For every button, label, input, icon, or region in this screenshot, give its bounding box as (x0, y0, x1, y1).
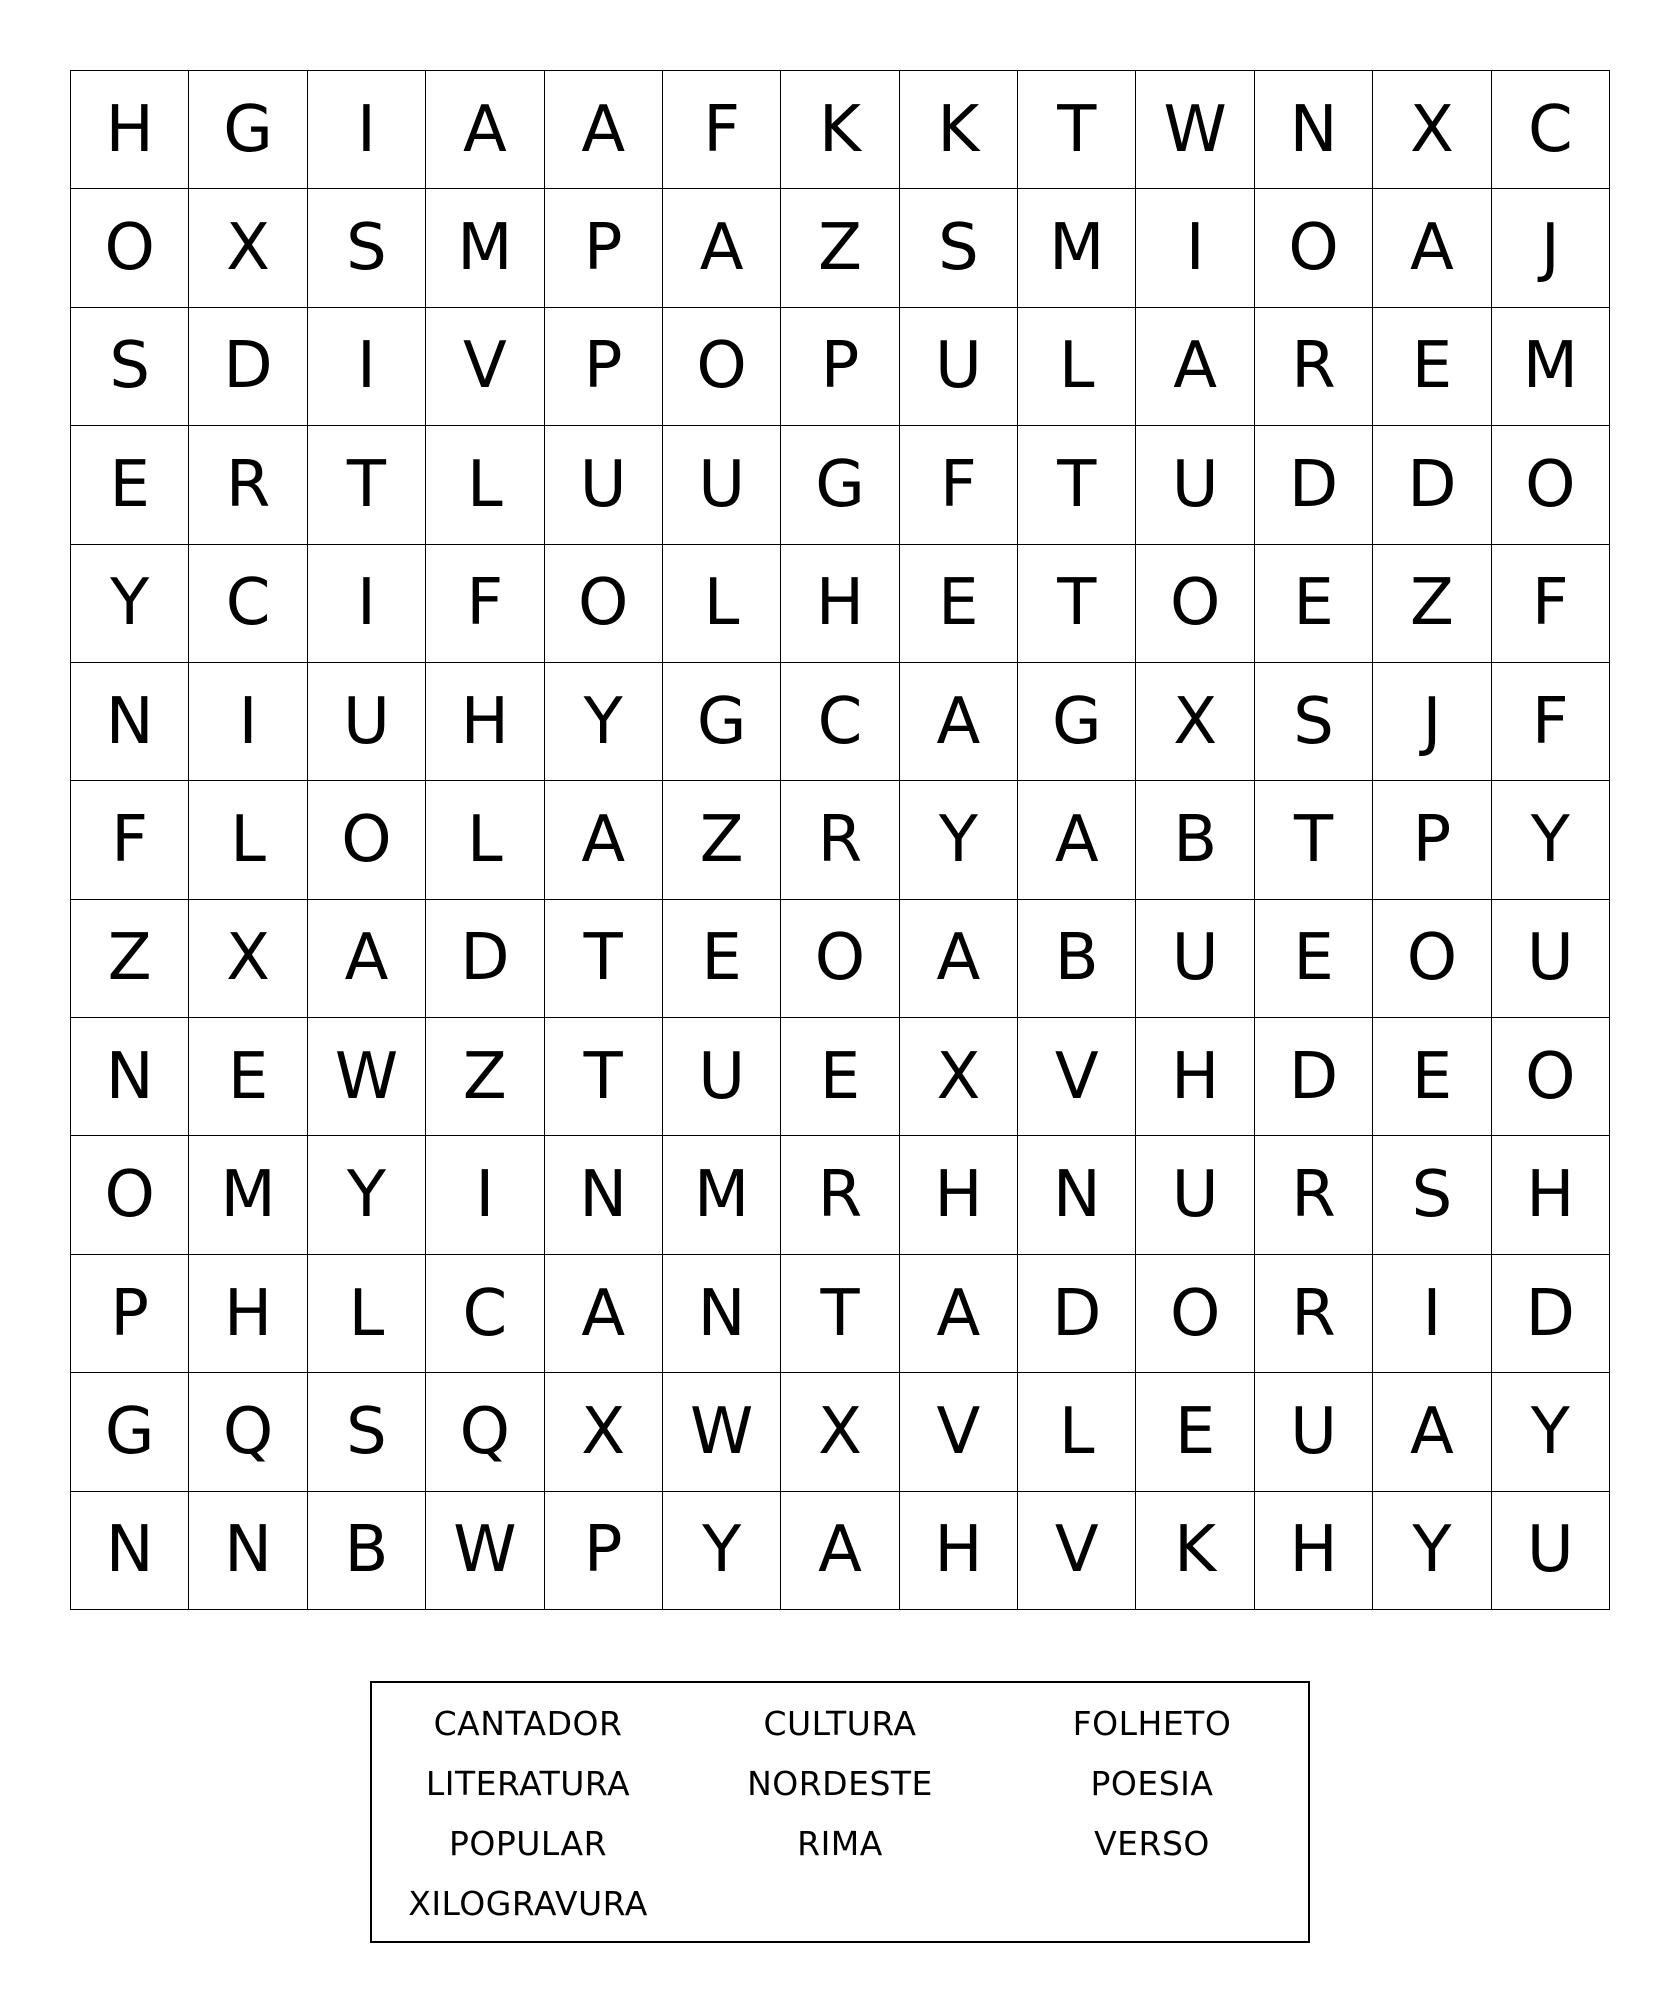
grid-cell[interactable]: O (71, 189, 189, 307)
grid-cell[interactable]: U (1492, 1492, 1610, 1610)
grid-cell[interactable]: N (663, 1255, 781, 1373)
grid-cell[interactable]: P (1373, 781, 1491, 899)
grid-cell[interactable]: A (663, 189, 781, 307)
grid-cell[interactable]: Z (71, 900, 189, 1018)
grid-cell[interactable]: Z (663, 781, 781, 899)
grid-cell[interactable]: G (71, 1373, 189, 1491)
grid-cell[interactable]: U (308, 663, 426, 781)
grid-cell[interactable]: G (189, 71, 307, 189)
grid-cell[interactable]: T (781, 1255, 899, 1373)
grid-cell[interactable]: U (545, 426, 663, 544)
grid-cell[interactable]: Y (900, 781, 1018, 899)
grid-cell[interactable]: E (1373, 308, 1491, 426)
grid-cell[interactable]: T (1018, 545, 1136, 663)
grid-cell[interactable]: Y (1373, 1492, 1491, 1610)
grid-cell[interactable]: A (545, 781, 663, 899)
grid-cell[interactable]: U (1492, 900, 1610, 1018)
word-list-item: VERSO (1094, 1823, 1210, 1863)
grid-cell[interactable]: M (426, 189, 544, 307)
grid-cell[interactable]: K (781, 71, 899, 189)
grid-cell[interactable]: Q (426, 1373, 544, 1491)
grid-cell[interactable]: N (71, 1018, 189, 1136)
word-list-item: FOLHETO (1072, 1703, 1232, 1743)
grid-cell[interactable]: Z (1373, 545, 1491, 663)
grid-cell[interactable]: S (308, 1373, 426, 1491)
grid-cell[interactable]: E (900, 545, 1018, 663)
word-list (370, 1681, 1310, 1943)
grid-cell[interactable]: R (1255, 308, 1373, 426)
grid-cell[interactable]: T (1255, 781, 1373, 899)
grid-cell[interactable]: I (308, 71, 426, 189)
word-list-item: RIMA (797, 1823, 883, 1863)
grid-cell[interactable]: A (308, 900, 426, 1018)
grid-cell[interactable]: P (545, 1492, 663, 1610)
grid-cell[interactable]: A (545, 71, 663, 189)
grid-cell[interactable]: O (71, 1136, 189, 1254)
grid-cell[interactable]: B (308, 1492, 426, 1610)
grid-cell[interactable]: K (900, 71, 1018, 189)
grid-cell[interactable]: D (189, 308, 307, 426)
grid-cell[interactable]: R (189, 426, 307, 544)
grid-cell[interactable]: O (1136, 1255, 1254, 1373)
grid-cell[interactable]: M (1018, 189, 1136, 307)
grid-cell[interactable]: R (781, 1136, 899, 1254)
grid-cell[interactable]: E (1255, 900, 1373, 1018)
grid-cell[interactable]: V (426, 308, 544, 426)
grid-cell[interactable]: W (308, 1018, 426, 1136)
grid-cell[interactable]: N (189, 1492, 307, 1610)
grid-cell[interactable]: F (1492, 663, 1610, 781)
grid-cell[interactable]: U (1136, 426, 1254, 544)
grid-cell[interactable]: X (189, 900, 307, 1018)
grid-cell[interactable]: O (1492, 426, 1610, 544)
grid-cell[interactable]: E (71, 426, 189, 544)
grid-cell[interactable]: T (1018, 426, 1136, 544)
grid-cell[interactable]: A (426, 71, 544, 189)
grid-cell[interactable]: L (189, 781, 307, 899)
grid-cell[interactable]: Y (71, 545, 189, 663)
grid-cell[interactable]: O (663, 308, 781, 426)
grid-cell[interactable]: I (1373, 1255, 1491, 1373)
grid-cell[interactable]: A (545, 1255, 663, 1373)
grid-cell[interactable]: A (781, 1492, 899, 1610)
grid-cell[interactable]: K (1136, 1492, 1254, 1610)
grid-cell[interactable]: O (1492, 1018, 1610, 1136)
grid-cell[interactable]: M (189, 1136, 307, 1254)
grid-cell[interactable]: L (1018, 308, 1136, 426)
grid-cell[interactable]: I (308, 308, 426, 426)
grid-cell[interactable]: H (900, 1136, 1018, 1254)
grid-cell[interactable]: A (1136, 308, 1254, 426)
grid-cell[interactable]: S (1373, 1136, 1491, 1254)
grid-cell[interactable]: A (1018, 781, 1136, 899)
grid-cell[interactable]: B (1136, 781, 1254, 899)
grid-cell[interactable]: X (781, 1373, 899, 1491)
grid-cell[interactable]: C (426, 1255, 544, 1373)
grid-cell[interactable]: D (1255, 1018, 1373, 1136)
grid-cell[interactable]: Z (781, 189, 899, 307)
grid-cell[interactable]: Y (1492, 1373, 1610, 1491)
grid-cell[interactable]: O (1136, 545, 1254, 663)
grid-cell[interactable]: P (545, 189, 663, 307)
grid-cell[interactable]: C (781, 663, 899, 781)
grid-cell[interactable]: W (426, 1492, 544, 1610)
grid-cell[interactable]: Y (1492, 781, 1610, 899)
grid-cell[interactable]: P (71, 1255, 189, 1373)
grid-cell[interactable]: F (71, 781, 189, 899)
grid-cell[interactable]: X (189, 189, 307, 307)
grid-cell[interactable]: I (308, 545, 426, 663)
grid-cell[interactable]: L (426, 426, 544, 544)
grid-cell[interactable]: T (545, 1018, 663, 1136)
grid-cell[interactable]: E (1373, 1018, 1491, 1136)
grid-cell[interactable]: W (1136, 71, 1254, 189)
word-list-item: LITERATURA (425, 1763, 631, 1803)
word-list-item: CULTURA (763, 1703, 917, 1743)
grid-cell[interactable]: N (1018, 1136, 1136, 1254)
grid-cell[interactable]: B (1018, 900, 1136, 1018)
grid-cell[interactable]: S (1255, 663, 1373, 781)
grid-cell[interactable]: H (189, 1255, 307, 1373)
grid-cell[interactable]: F (663, 71, 781, 189)
grid-cell[interactable]: U (1136, 1136, 1254, 1254)
grid-cell[interactable]: A (900, 900, 1018, 1018)
grid-cell[interactable]: C (1492, 71, 1610, 189)
grid-cell[interactable]: A (900, 1255, 1018, 1373)
grid-cell[interactable]: H (1136, 1018, 1254, 1136)
grid-cell[interactable]: S (308, 189, 426, 307)
grid-cell[interactable]: U (1136, 900, 1254, 1018)
grid-cell[interactable]: Q (189, 1373, 307, 1491)
grid-cell[interactable]: X (1373, 71, 1491, 189)
grid-cell[interactable]: D (426, 900, 544, 1018)
grid-cell[interactable]: H (781, 545, 899, 663)
grid-cell[interactable]: T (545, 900, 663, 1018)
grid-cell[interactable]: I (426, 1136, 544, 1254)
grid-cell[interactable]: E (781, 1018, 899, 1136)
grid-cell[interactable]: D (1492, 1255, 1610, 1373)
grid-cell[interactable]: H (1492, 1136, 1610, 1254)
grid-cell[interactable]: U (1255, 1373, 1373, 1491)
grid-cell[interactable]: P (781, 308, 899, 426)
grid-cell[interactable]: R (1255, 1136, 1373, 1254)
grid-cell[interactable]: U (663, 426, 781, 544)
grid-cell[interactable]: H (71, 71, 189, 189)
word-list-item: CANTADOR (433, 1703, 623, 1743)
grid-cell[interactable]: T (1018, 71, 1136, 189)
grid-cell[interactable]: G (781, 426, 899, 544)
grid-cell[interactable]: S (71, 308, 189, 426)
grid-cell[interactable]: L (663, 545, 781, 663)
grid-cell[interactable]: O (1373, 900, 1491, 1018)
grid-cell[interactable]: O (1255, 189, 1373, 307)
grid-cell[interactable]: N (545, 1136, 663, 1254)
grid-cell[interactable]: H (1255, 1492, 1373, 1610)
grid-cell[interactable]: E (1255, 545, 1373, 663)
grid-cell[interactable]: C (189, 545, 307, 663)
grid-cell[interactable]: H (900, 1492, 1018, 1610)
grid-cell[interactable]: L (426, 781, 544, 899)
grid-cell[interactable]: O (308, 781, 426, 899)
grid-cell[interactable]: Z (426, 1018, 544, 1136)
grid-cell[interactable]: F (900, 426, 1018, 544)
grid-cell[interactable]: V (1018, 1492, 1136, 1610)
grid-cell[interactable]: U (663, 1018, 781, 1136)
grid-cell[interactable]: I (1136, 189, 1254, 307)
grid-cell[interactable]: H (426, 663, 544, 781)
word-list-item: POPULAR (448, 1823, 608, 1863)
word-list-item: XILOGRAVURA (408, 1883, 648, 1923)
grid-cell[interactable]: F (426, 545, 544, 663)
grid-cell[interactable]: O (545, 545, 663, 663)
grid-cell[interactable]: N (1255, 71, 1373, 189)
grid-cell[interactable]: U (900, 308, 1018, 426)
grid-cell[interactable]: A (1373, 1373, 1491, 1491)
grid-cell[interactable]: V (1018, 1018, 1136, 1136)
grid-cell[interactable]: X (1136, 663, 1254, 781)
grid-cell[interactable]: I (189, 663, 307, 781)
word-list-item: NORDESTE (747, 1763, 933, 1803)
grid-cell[interactable]: D (1018, 1255, 1136, 1373)
grid-cell[interactable]: L (1018, 1373, 1136, 1491)
letter-grid (70, 70, 1610, 1610)
grid-cell[interactable]: N (71, 1492, 189, 1610)
grid-cell[interactable]: M (1492, 308, 1610, 426)
grid-cell[interactable]: X (900, 1018, 1018, 1136)
grid-cell[interactable]: N (71, 663, 189, 781)
word-list-item: POESIA (1090, 1763, 1214, 1803)
grid-cell[interactable]: V (900, 1373, 1018, 1491)
grid-cell[interactable]: G (663, 663, 781, 781)
grid-cell[interactable]: J (1373, 663, 1491, 781)
grid-cell[interactable]: Y (308, 1136, 426, 1254)
grid-cell[interactable]: P (545, 308, 663, 426)
grid-cell[interactable]: D (1255, 426, 1373, 544)
grid-cell[interactable]: L (308, 1255, 426, 1373)
grid-cell[interactable]: T (308, 426, 426, 544)
grid-cell[interactable]: J (1492, 189, 1610, 307)
grid-cell[interactable]: Y (663, 1492, 781, 1610)
grid-cell[interactable]: R (1255, 1255, 1373, 1373)
grid-cell[interactable]: A (900, 663, 1018, 781)
grid-cell[interactable]: E (663, 900, 781, 1018)
grid-cell[interactable]: G (1018, 663, 1136, 781)
grid-cell[interactable]: E (1136, 1373, 1254, 1491)
grid-cell[interactable]: O (781, 900, 899, 1018)
grid-cell[interactable]: A (1373, 189, 1491, 307)
grid-cell[interactable]: E (189, 1018, 307, 1136)
grid-cell[interactable]: W (663, 1373, 781, 1491)
grid-cell[interactable]: D (1373, 426, 1491, 544)
grid-cell[interactable]: Y (545, 663, 663, 781)
grid-cell[interactable]: X (545, 1373, 663, 1491)
grid-cell[interactable]: S (900, 189, 1018, 307)
grid-cell[interactable]: F (1492, 545, 1610, 663)
grid-cell[interactable]: M (663, 1136, 781, 1254)
grid-cell[interactable]: R (781, 781, 899, 899)
